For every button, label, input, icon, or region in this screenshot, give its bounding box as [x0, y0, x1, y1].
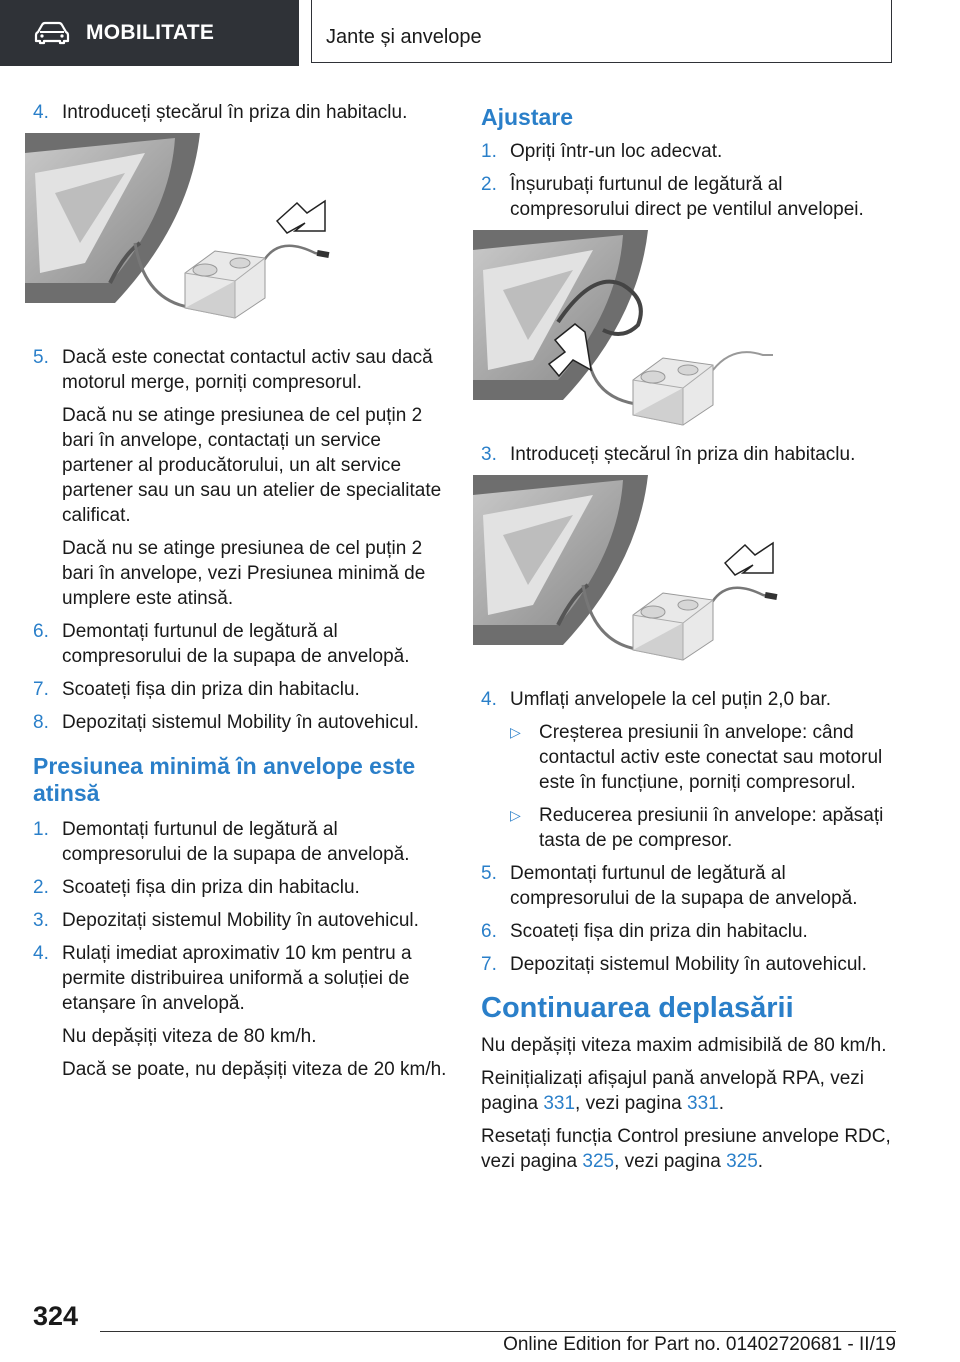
page-link[interactable]: 331 [687, 1093, 719, 1114]
step-item: 1. Opriți într-un loc adecvat. [481, 141, 723, 162]
step-item: 4. Umflați anvelopele la cel puțin 2,0 bar. [481, 689, 832, 710]
step-item: 3. Depozitați sistemul Mobility în autovehicul. [33, 910, 419, 931]
step-item: 7. Depozitați sistemul Mobility în autovehicul. [481, 954, 867, 975]
step-item: 3. Introduceți ștecărul în priza din habitaclu. [481, 444, 856, 465]
step-item: 7. Scoateți fișa din priza din habitaclu. [33, 679, 360, 700]
footer-edition: Online Edition for Part no. 01402720681 - II/19 [503, 1334, 896, 1355]
section-tab [0, 0, 299, 66]
step-item: 4. Rulați imediat aproximativ 10 km pentru a permite distribuirea uniformă a soluției de etanșare în anvelopă. [33, 943, 412, 1014]
left-column: 4. Introduceți ștecărul în priza din habitaclu. 5. Dacă este conectat contactul activ sau dacă motorul merge, porniți compresorul. Dacă nu se atinge presiunea de cel puțin 2 bari în anvelope, contactați un service partener al producătorului, un alt service partener sau un sau un atelier de specialitate calificat. Dacă nu se atinge presiunea de cel puțin 2 bari în anvelope, vezi Presiunea minimă de umplere este atinsă. 6. Demontați furtunul de legătură al compresorului de la supapa de anvelopă. 7. Scoateți fișa din priza din habitaclu. 8. Depozitați sistemul Mobility în autovehicul. Presiunea minimă în anvelope este atinsă 1. Demontați furtunul de legătură al compresorului de la supapa de anvelopă. 2. Scoateți fișa din priza din habitaclu. 3. Depozitați sistemul Mobility în autovehicul. 4. Rulați imediat aproximativ 10 km pentru a permite distribuirea uniformă a soluției de etanșare în anvelopă. Nu depășiți viteza de 80 km/h. Dacă se poate, nu depășiți viteza de 20 km/h. [33, 100, 451, 1090]
step-item: 5. Demontați furtunul de legătură al compresorului de la supapa de anvelopă. [481, 863, 858, 909]
step-item: 6. Demontați furtunul de legătură al compresorului de la supapa de anvelopă. [33, 621, 410, 667]
page-number: 324 [33, 1301, 79, 1331]
step-item: 5. Dacă este conectat contactul activ sau dacă motorul merge, porniți compresorul. [33, 347, 433, 393]
compressor-outlet-illustration [25, 133, 335, 333]
section-heading: Ajustare [481, 104, 574, 130]
section-label: MOBILITATE [86, 21, 215, 44]
section-heading: Presiunea minimă în anvelope este atinsă [33, 753, 416, 806]
hose-valve-illustration [473, 230, 783, 430]
reference-paragraph: Reinițializați afișajul pană anvelopă RPA, vezi pagina 331, vezi pagina 331. [481, 1068, 865, 1114]
page-link[interactable]: 331 [543, 1093, 576, 1114]
footer-divider [100, 1331, 896, 1332]
step-item: 4. Introduceți ștecărul în priza din habitaclu. [33, 102, 408, 123]
triangle-bullet-icon: ▷ [510, 724, 521, 740]
step-item: 2. Înșurubați furtunul de legătură al compresorului direct pe ventilul anvelopei. [481, 174, 864, 220]
bullet-item: ▷ Creșterea presiunii în anvelope: când contactul activ este conectat sau motorul este în funcțiune, porniți compresorul. [510, 722, 883, 793]
triangle-bullet-icon: ▷ [510, 807, 521, 823]
section-heading-large: Continuarea deplasării [481, 992, 794, 1024]
step-item: 6. Scoateți fișa din priza din habitaclu. [481, 921, 808, 942]
page-link[interactable]: 325 [582, 1151, 615, 1172]
step-item: 2. Scoateți fișa din priza din habitaclu. [33, 877, 360, 898]
car-icon [34, 21, 70, 45]
step-item: 8. Depozitați sistemul Mobility în autovehicul. [33, 712, 419, 733]
chapter-header [311, 0, 892, 63]
compressor-outlet-illustration-2 [473, 475, 783, 675]
bullet-item: ▷ Reducerea presiunii în anvelope: apăsați tasta de pe compresor. [510, 805, 884, 851]
step-item: 1. Demontați furtunul de legătură al compresorului de la supapa de anvelopă. [33, 819, 410, 865]
right-column: Ajustare 1. Opriți într-un loc adecvat. 2. Înșurubați furtunul de legătură al compresorului direct pe ventilul anvelopei. 3. Introduceți ștecărul în priza din habitaclu. 4. Umflați anvelopele la cel puțin 2,0 bar. ▷ Creșterea presiunii în anvelope: când contactul activ este conectat sau motorul este în funcțiune, porniți compresorul. ▷ Reducerea presiunii în anvelope: apăsați tasta de pe compresor. 5. Demontați furtunul de legătură al compresorului de la supapa de anvelopă. 6. Scoateți fișa din priza din habitaclu. 7. Depozitați sistemul Mobility în autovehicul. Continuarea deplasării Nu depășiți viteza maxim admisibilă de 80 km/h. Reinițializați afișajul pană anvelopă RPA, vezi pagina 331, vezi pagina 331. Resetați funcția Control presiune anvelope RDC, vezi pagina 325, vezi pagina 325. [481, 100, 899, 1182]
page-link[interactable]: 325 [726, 1151, 758, 1172]
reference-paragraph: Resetați funcția Control presiune anvelope RDC, vezi pagina 325, vezi pagina 325. [481, 1126, 891, 1172]
chapter-title: Jante și anvelope [326, 26, 482, 48]
